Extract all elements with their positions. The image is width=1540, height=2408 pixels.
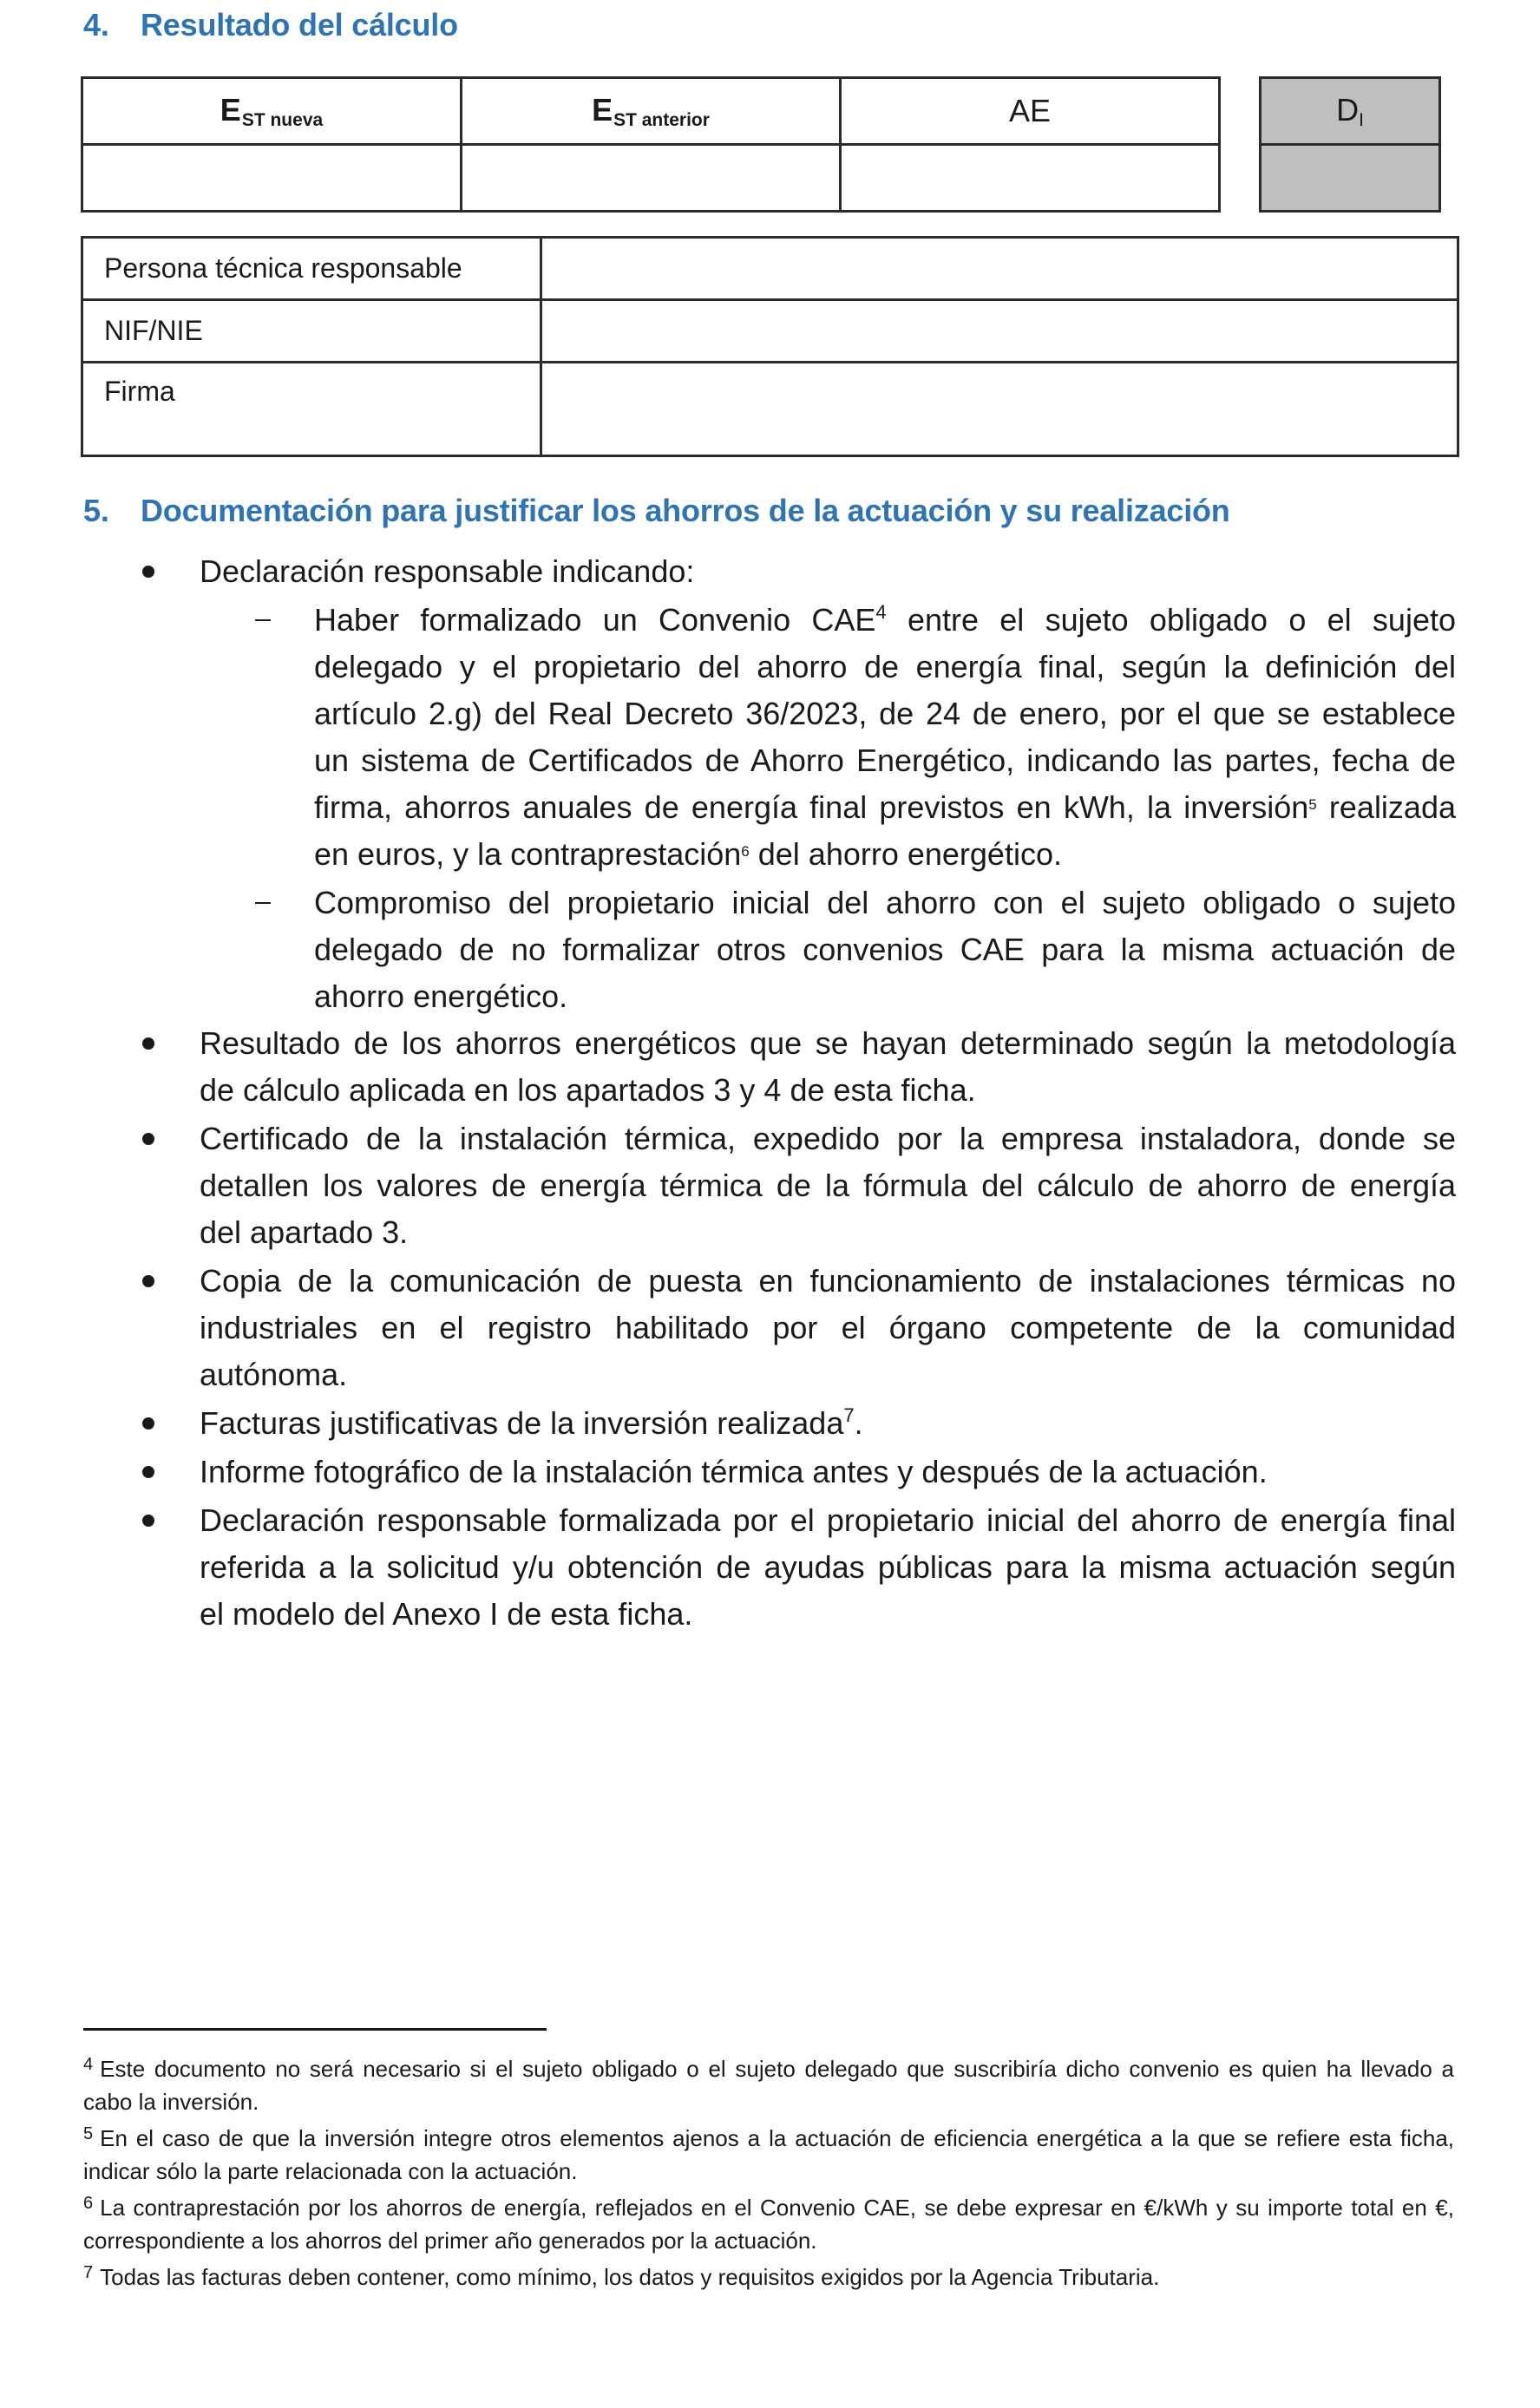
section-5-heading	[83, 493, 1230, 529]
section-4-number: 4.	[83, 7, 109, 43]
footnote-7: $^7$ Todas las facturas deben contener, como mínimo, los datos y requisitos exigidos por la Agencia Tributaria.	[83, 2263, 1160, 2290]
footnote-5: $^5$ En el caso de que la inversión integre otros elementos ajenos a la actuación de eficiencia energética a la que se refiere esta ficha, indicar sólo la parte relacionada con la actuación.	[83, 2124, 1454, 2184]
sub-item-line: delegado y el propietario del ahorro de energía final, según la definición del	[314, 649, 1456, 684]
sub-item-line: Compromiso del propietario inicial del ahorro con el sujeto obligado o sujeto	[314, 885, 1456, 920]
sub-item-line: delegado de no formalizar otros convenios CAE para la misma actuación de	[314, 932, 1456, 967]
list-item: Facturas justificativas de la inversión realizada$^7$.	[200, 1404, 863, 1441]
field-firma[interactable]	[541, 363, 1458, 456]
list-item: el modelo del Anexo I de esta ficha.	[200, 1596, 693, 1632]
sub-item-line: ahorro energético.	[314, 978, 568, 1014]
header-est-nueva: $E_{ST nueva}$	[82, 78, 462, 145]
label-persona-tecnica: Persona técnica responsable	[82, 238, 541, 300]
list-item: Certificado de la instalación térmica, expedido por la empresa instaladora, donde se	[200, 1121, 1456, 1156]
result-table	[81, 76, 1441, 213]
list-item: Resultado de los ahorros energéticos que se hayan determinado según la metodología	[200, 1025, 1456, 1061]
list-item: referida a la solicitud y/u obtención de ayudas públicas para la misma actuación según	[200, 1549, 1456, 1585]
sub-item-line: firma, ahorros anuales de energía final previstos en kWh, la inversión$^5$ realizada	[314, 789, 1456, 825]
list-item: Declaración responsable formalizada por el propietario inicial del ahorro de energía final	[200, 1502, 1456, 1538]
label-firma: Firma	[82, 363, 541, 456]
label-nif-nie: NIF/NIE	[82, 300, 541, 363]
section-5-title: Documentación para justificar los ahorros de la actuación y su realización	[141, 493, 1230, 528]
list-item: de cálculo aplicada en los apartados 3 y 4 de esta ficha.	[200, 1072, 976, 1108]
bullet-icon	[142, 1466, 154, 1478]
bullet-icon	[142, 1133, 154, 1145]
section-5-number: 5.	[83, 493, 109, 528]
bullet-icon	[142, 1275, 154, 1287]
list-item: Copia de la comunicación de puesta en funcionamiento de instalaciones térmicas no	[200, 1263, 1456, 1299]
bullet-icon	[142, 1515, 154, 1527]
value-ae[interactable]	[841, 145, 1220, 212]
field-nif-nie[interactable]	[541, 300, 1458, 363]
footnote-divider	[83, 2028, 547, 2031]
dash-icon	[255, 902, 271, 904]
field-persona-tecnica[interactable]	[541, 238, 1458, 300]
list-item: Informe fotográfico de la instalación térmica antes y después de la actuación.	[200, 1454, 1268, 1489]
list-item: Declaración responsable indicando:	[200, 553, 695, 589]
list-item: detallen los valores de energía térmica de la fórmula del cálculo de ahorro de energía	[200, 1168, 1456, 1203]
bullet-icon	[142, 1417, 154, 1430]
section-4-title: Resultado del cálculo	[141, 7, 458, 43]
value-est-anterior[interactable]	[462, 145, 841, 212]
value-est-nueva[interactable]	[82, 145, 462, 212]
footnote-6: $^6$ La contraprestación por los ahorros de energía, reflejados en el Convenio CAE, se debe expresar en €/kWh y su importe total en €, correspondiente a los ahorros del primer año generados por la actuación.	[83, 2194, 1454, 2254]
header-di: DI	[1261, 78, 1440, 145]
bullet-icon	[142, 1037, 154, 1050]
header-ae: AE	[841, 78, 1220, 145]
list-item: del apartado 3.	[200, 1214, 409, 1250]
value-di	[1261, 145, 1440, 212]
sub-item-line: artículo 2.g) del Real Decreto 36/2023, de 24 de enero, por el que se establece	[314, 696, 1456, 731]
section-4-heading	[83, 7, 458, 43]
responsible-table	[81, 236, 1459, 457]
sub-item-line: en euros, y la contraprestación$^6$ del ahorro energético.	[314, 836, 1062, 872]
sub-item-line: Haber formalizado un Convenio CAE$^4$ entre el sujeto obligado o el sujeto	[314, 601, 1456, 638]
header-est-anterior: $E_{ST anterior}$	[462, 78, 841, 145]
list-item: autónoma.	[200, 1357, 348, 1392]
bullet-icon	[142, 566, 154, 578]
list-item: industriales en el registro habilitado por el órgano competente de la comunidad	[200, 1310, 1456, 1345]
footnote-4: $^4$ Este documento no será necesario si el sujeto obligado o el sujeto delegado que suscribiría dicho convenio es quien ha llevado a cabo la inversión.	[83, 2055, 1454, 2115]
dash-icon	[255, 619, 271, 621]
sub-item-line: un sistema de Certificados de Ahorro Energético, indicando las partes, fecha de	[314, 743, 1456, 778]
